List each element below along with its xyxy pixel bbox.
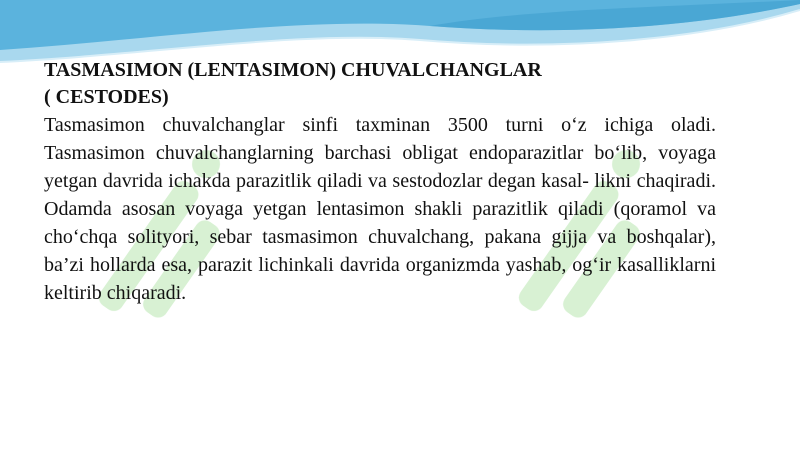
title-line-2: ( CESTODES) [44,86,169,108]
title-line-1: TASMASIMON (LENTASIMON) CHUVALCHANGLAR [44,59,542,81]
slide-content [44,57,716,307]
body-paragraph: Tasmasimon chuvalchanglar sinfi taxminan 3500 turni o‘z ichiga oladi. Tasmasimon chuvalchanglarning barchasi obligat endoparazitlar bo‘lib, voyaga yetgan davrida ichakda parazitlik qiladi va sestodozlar degan kasal- likni chaqiradi. Odamda asosan voyaga yetgan lentasimon shakli parazitlik qiladi (qoramol va cho‘chqa solityori, sebar tasmasimon chuvalchang, pakana gijja va boshqalar), ba’zi hollarda esa, parazit lichinkali davrida organizmda yashab, og‘ir kasalliklarni keltirib chiqaradi. [44,114,716,304]
slide-title [44,57,716,111]
